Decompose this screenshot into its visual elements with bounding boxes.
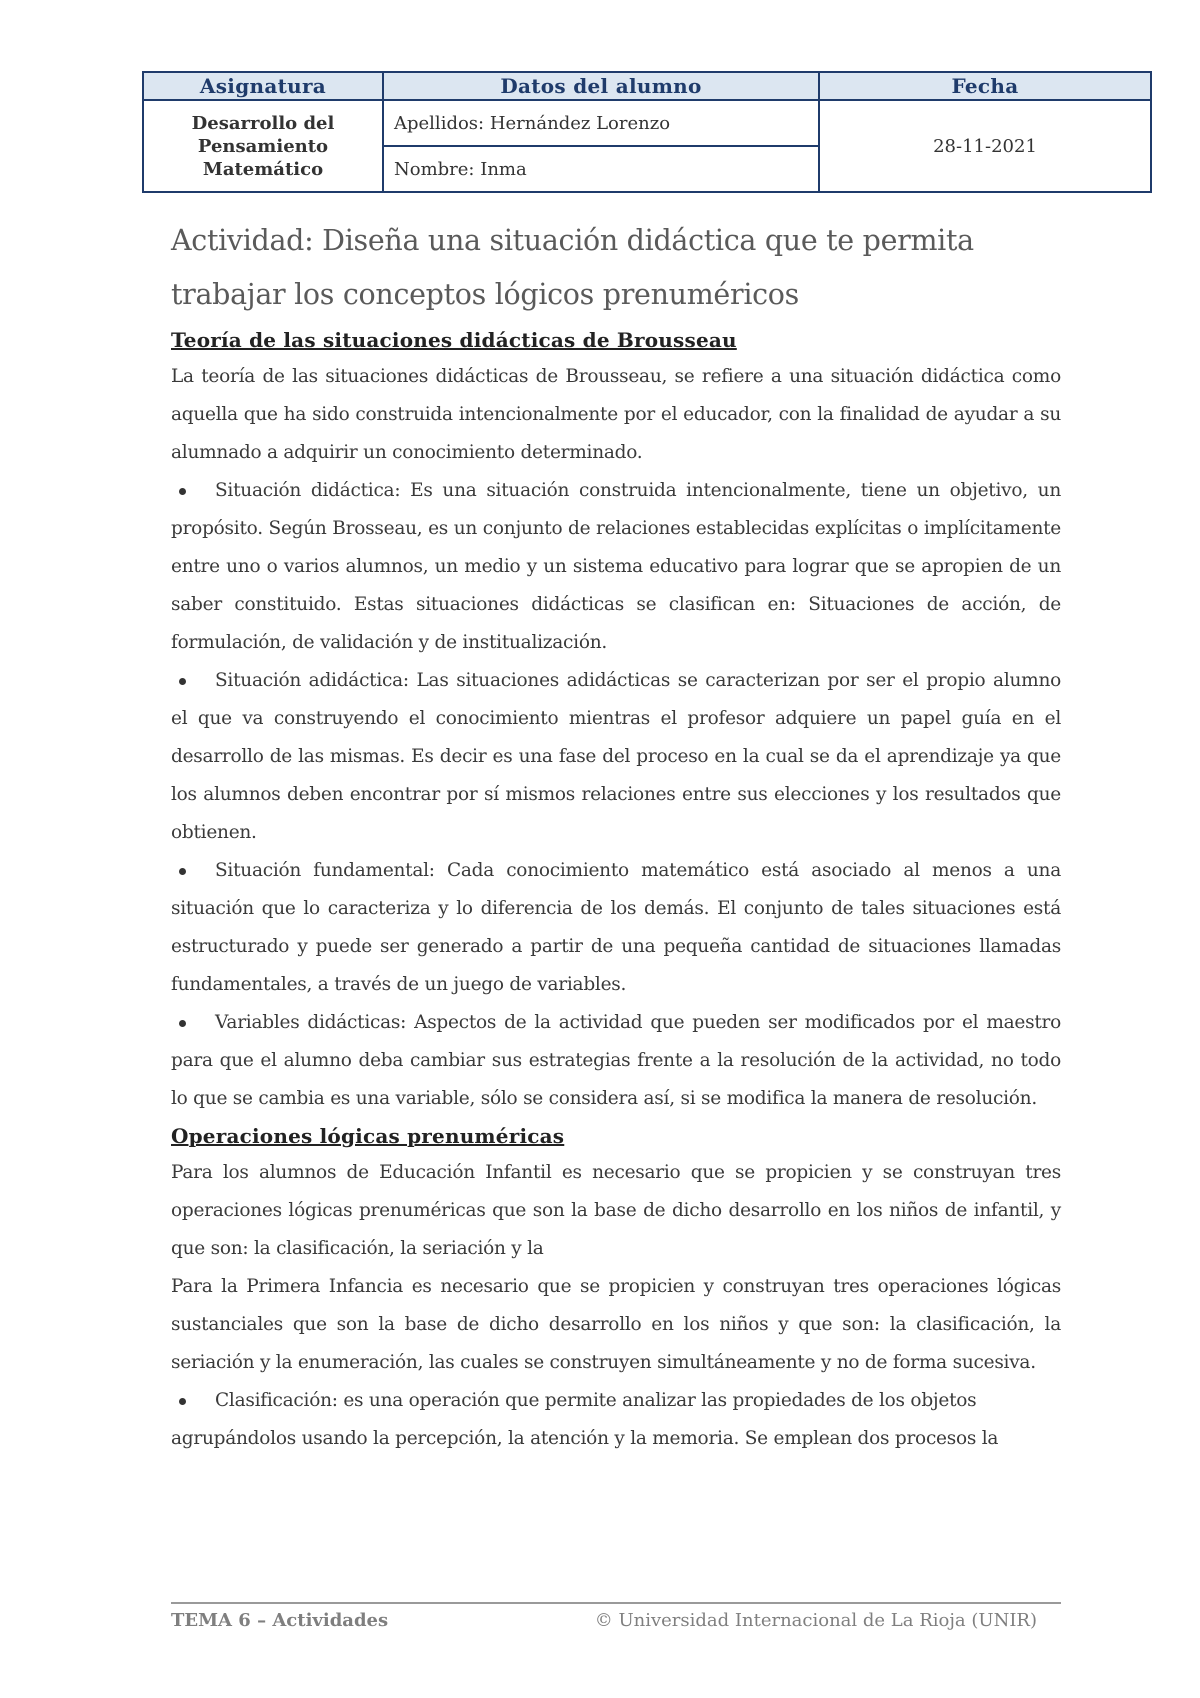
bullet-item (171, 472, 1061, 662)
bullet-item (171, 1004, 1061, 1118)
footer-divider (171, 1602, 1061, 1604)
bullet-icon (179, 1020, 186, 1027)
name-field: Nombre: Inma (383, 146, 819, 192)
surname-field: Apellidos: Hernández Lorenzo (383, 100, 819, 146)
bullet-item (171, 852, 1061, 1004)
bullet-icon (179, 868, 186, 875)
footer-copyright: © Universidad Internacional de La Rioja (UNIR) (594, 1610, 1037, 1631)
date-cell: 28-11-2021 (819, 100, 1151, 192)
bullet-text: Situación didáctica: Es una situación construida intencionalmente, tiene un objetivo, un propósito. Según Brosseau, es un conjunto de relaciones establecidas explícitas o implícitamente entre uno o varios alumnos, un medio y un sistema educativo para lograr que se apropien de un saber constituido. Estas situaciones didácticas se clasifican en: Situaciones de acción, de formulación, de validación y de institualización. (171, 480, 1061, 653)
bullet-text: Variables didácticas: Aspectos de la actividad que pueden ser modificados por el maestro para que el alumno deba cambiar sus estrategias frente a la resolución de la actividad, no todo lo que se cambia es una variable, sólo se considera así, si se modifica la manera de resolución. (171, 1012, 1061, 1109)
header-col-subject: Asignatura (143, 72, 383, 100)
section-heading-brousseau: Teoría de las situaciones didácticas de Brousseau (171, 328, 737, 352)
header-table (142, 71, 1152, 193)
bullet-text: Situación fundamental: Cada conocimiento matemático está asociado al menos a una situación que lo caracteriza y lo diferencia de los demás. El conjunto de tales situaciones está estructurado y puede ser generado a partir de una pequeña cantidad de situaciones llamadas fundamentales, a través de un juego de variables. (171, 860, 1061, 995)
bullet-icon (179, 1398, 186, 1405)
bullet-icon (179, 488, 186, 495)
footer-topic: TEMA 6 – Actividades (171, 1610, 389, 1631)
section-heading-operaciones: Operaciones lógicas prenuméricas (171, 1124, 565, 1148)
bullet-icon (179, 678, 186, 685)
bullet-item (171, 662, 1061, 852)
document-body (171, 214, 1061, 1458)
header-col-date: Fecha (819, 72, 1151, 100)
paragraph: Para la Primera Infancia es necesario que se propicien y construyan tres operaciones lógicas sustanciales que son la base de dicho desarrollo en los niños y que son: la clasificación, la seriación y la enumeración, las cuales se construyen simultáneamente y no de forma sucesiva. (171, 1276, 1061, 1373)
bullet-text: Clasificación: es una operación que permite analizar las propiedades de los objetos agrupándolos usando la percepción, la atención y la memoria. Se emplean dos procesos la (171, 1390, 999, 1449)
bullet-item (171, 1382, 1061, 1458)
activity-title: Actividad: Diseña una situación didáctica que te permita trabajar los conceptos lógicos prenuméricos (171, 224, 974, 311)
subject-cell: Desarrollo del Pensamiento Matemático (143, 100, 383, 192)
bullet-text: Situación adidáctica: Las situaciones adidácticas se caracterizan por ser el propio alumno el que va construyendo el conocimiento mientras el profesor adquiere un papel guía en el desarrollo de las mismas. Es decir es una fase del proceso en la cual se da el aprendizaje ya que los alumnos deben encontrar por sí mismos relaciones entre sus elecciones y los resultados que obtienen. (171, 670, 1061, 843)
paragraph: La teoría de las situaciones didácticas de Brousseau, se refiere a una situación didáctica como aquella que ha sido construida intencionalmente por el educador, con la finalidad de ayudar a su alumnado a adquirir un conocimiento determinado. (171, 366, 1061, 463)
paragraph: Para los alumnos de Educación Infantil es necesario que se propicien y se construyan tres operaciones lógicas prenuméricas que son la base de dicho desarrollo en los niños de infantil, y que son: la clasificación, la seriación y la (171, 1162, 1061, 1259)
header-col-student: Datos del alumno (383, 72, 819, 100)
